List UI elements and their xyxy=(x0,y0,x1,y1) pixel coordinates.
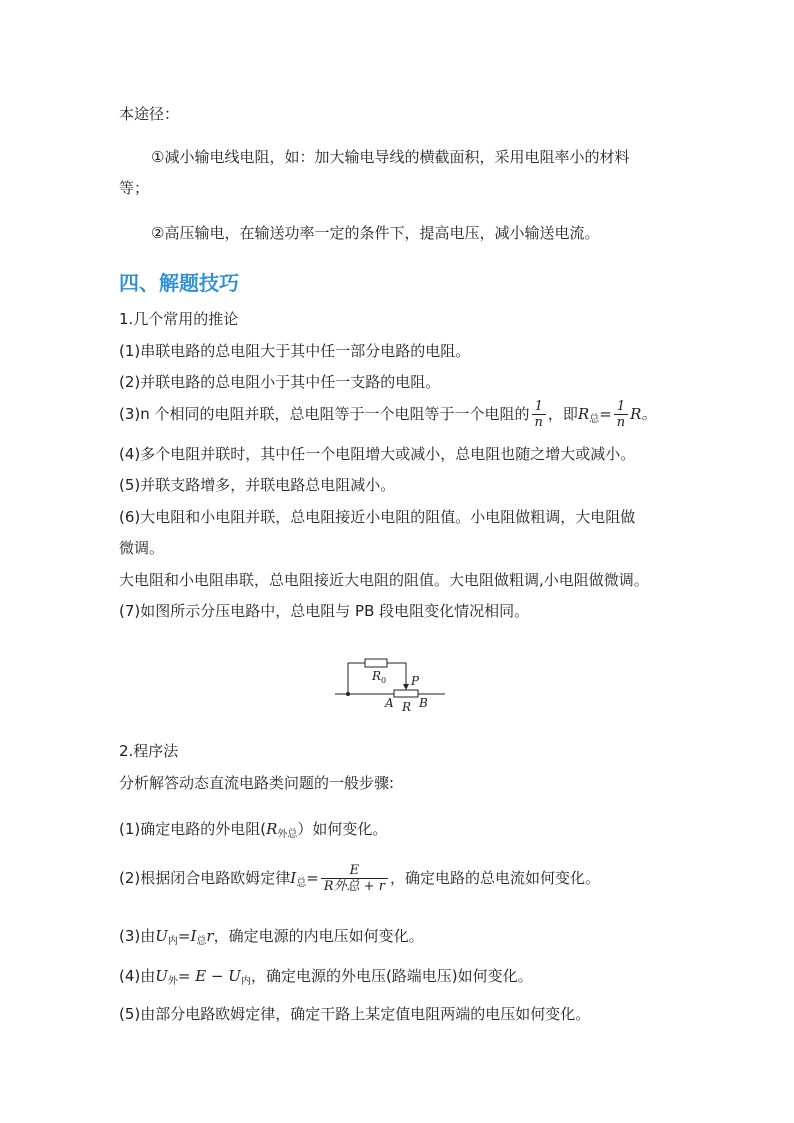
voltage-divider-circuit xyxy=(330,655,450,715)
inference-2: (2)并联电路的总电阻小于其中任一支路的电阻。 xyxy=(119,373,441,391)
inference-1: (1)串联电路的总电阻大于其中任一部分电路的电阻。 xyxy=(119,342,471,360)
label-p: P xyxy=(411,674,420,688)
inference-6-series: 大电阻和小电阻串联，总电阻接近大电阻的阻值。大电阻做粗调,小电阻做微调。 xyxy=(119,571,649,589)
inference-4: (4)多个电阻并联时，其中任一个电阻增大或减小，总电阻也随之增大或减小。 xyxy=(119,445,636,463)
step-1: (1)确定电路的外电阻$(R_{外总})$如何变化。 xyxy=(119,820,388,840)
inference-5: (5)并联支路增多，并联电路总电阻减小。 xyxy=(119,476,396,494)
part2-intro: 分析解答动态直流电路类问题的一般步骤: xyxy=(119,774,395,792)
intro-item1-cont: 等； xyxy=(119,179,150,197)
step-4: (4)由$U_外= E - U_内$，确定电源的外电压(路端电压)如何变化。 xyxy=(119,967,533,987)
step-2: (2)根据闭合电路欧姆定律$I_总=$ $\frac{E}{\text{R外总 + r}}$ ，确定电路的总电流如何变化。 xyxy=(119,863,600,894)
ohm-law-fraction: $\frac{E}{\text{R外总 + r}}$ xyxy=(321,863,388,894)
label-b: B xyxy=(419,696,428,710)
step-5: (5)由部分电路欧姆定律，确定干路上某定值电阻两端的电压如何变化。 xyxy=(119,1005,591,1023)
step-3: (3)由$U_内=I_总r$，确定电源的内电压如何变化。 xyxy=(119,927,424,947)
inference-7: (7)如图所示分压电路中，总电阻与 PB 段电阻变化情况相同。 xyxy=(119,602,530,620)
fraction-1-over-n: $\frac{1}{n}$ xyxy=(532,399,546,430)
part1-title: 1.几个常用的推论 xyxy=(119,310,239,328)
inference-6: (6)大电阻和小电阻并联，总电阻接近小电阻的阻值。小电阻做粗调，大电阻做 xyxy=(119,508,636,526)
intro-line: 本途径： xyxy=(119,105,180,123)
inference-3-text: (3)n 个相同的电阻并联，总电阻等于一个电阻等于一个电阻的 xyxy=(119,405,530,423)
label-r0: $R_0$ xyxy=(372,669,387,685)
inference-6-cont: 微调。 xyxy=(119,539,165,557)
part2-title: 2.程序法 xyxy=(119,742,179,760)
intro-item2: ②高压输电，在输送功率一定的条件下，提高电压，减小输送电流。 xyxy=(151,224,600,242)
label-r: R xyxy=(402,700,412,714)
fraction-1-over-n-2: $\frac{1}{n}$ xyxy=(614,399,628,430)
label-a: A xyxy=(385,696,394,710)
intro-item1: ①减小输电线电阻，如：加大输电导线的横截面积，采用电阻率小的材料 xyxy=(151,148,630,166)
section-heading: 四、解题技巧 xyxy=(119,271,239,295)
inference-3: (3)n 个相同的电阻并联，总电阻等于一个电阻等于一个电阻的 $\frac{1}{n}$ ，即$R_总=$ $\frac{1}{n}$ R。 xyxy=(119,399,657,430)
